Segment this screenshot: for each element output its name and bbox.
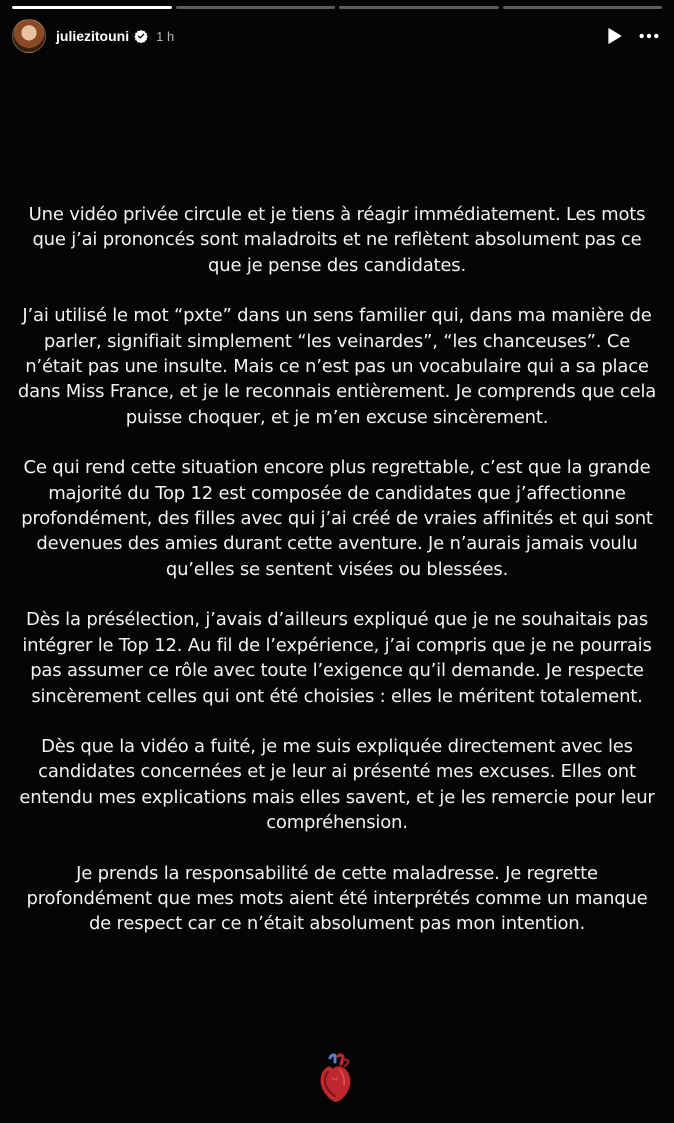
statement-paragraph: J’ai utilisé le mot “pxte” dans un sens familier qui, dans ma manière de parler, signifiait simplement “les veinardes”, “les chanceuses”. Ce n’était pas une insulte. Mais ce n’est pas un vocabulaire qui a sa place dans Miss France, et je le reconnais entièrement. Je comprends que cela puisse choquer, et je m’en excuse sincèrement. (17, 305, 657, 428)
story-statement-text (14, 202, 660, 962)
avatar[interactable] (12, 19, 46, 53)
progress-fill (12, 6, 172, 9)
statement-paragraph: Dès la présélection, j’avais d’ailleurs expliqué que je ne souhaitais pas intégrer le Top 12. Au fil de l’expérience, j’ai compris que je ne pourrais pas assumer ce rôle avec toute l’exigence qu’il demande. Je respecte sincèrement celles qui ont été choisies : elles le méritent totalement. (22, 609, 652, 707)
more-icon[interactable] (638, 26, 660, 46)
progress-segment (12, 6, 172, 9)
progress-segment (339, 6, 499, 9)
statement-paragraph: Une vidéo privée circule et je tiens à réagir immédiatement. Les mots que j’ai prononcés sont maladroits et ne reflètent absolument pas ce que je pense des candidates. (28, 204, 646, 276)
anatomical-heart-icon (316, 1052, 356, 1104)
story-progress-bar (12, 6, 662, 9)
progress-segment (176, 6, 336, 9)
story-header (12, 18, 662, 54)
play-icon[interactable] (604, 26, 624, 46)
statement-paragraph: Ce qui rend cette situation encore plus regrettable, c’est que la grande majorité du Top 12 est composée de candidates que j’affectionne profondément, des filles avec qui j’ai créé de vraies affinités et qui sont devenues des amies durant cette aventure. Je n’aurais jamais voulu qu’elles se sentent visées ou blessées. (21, 457, 653, 580)
post-time: 1 h (156, 28, 175, 44)
progress-segment (503, 6, 663, 9)
statement-paragraph: Je prends la responsabilité de cette maladresse. Je regrette profondément que mes mots aient été interprétés comme un manque de respect car ce n’était absolument pas mon intention. (26, 862, 648, 935)
username-link[interactable]: juliezitouni (56, 28, 130, 44)
verified-badge-icon (134, 29, 148, 43)
statement-paragraph: Dès que la vidéo a fuité, je me suis expliquée directement avec les candidates concernées et je leur ai présenté mes excuses. Elles ont entendu mes explications mais elles savent, et je les remercie pour leur compréhension. (19, 735, 655, 834)
